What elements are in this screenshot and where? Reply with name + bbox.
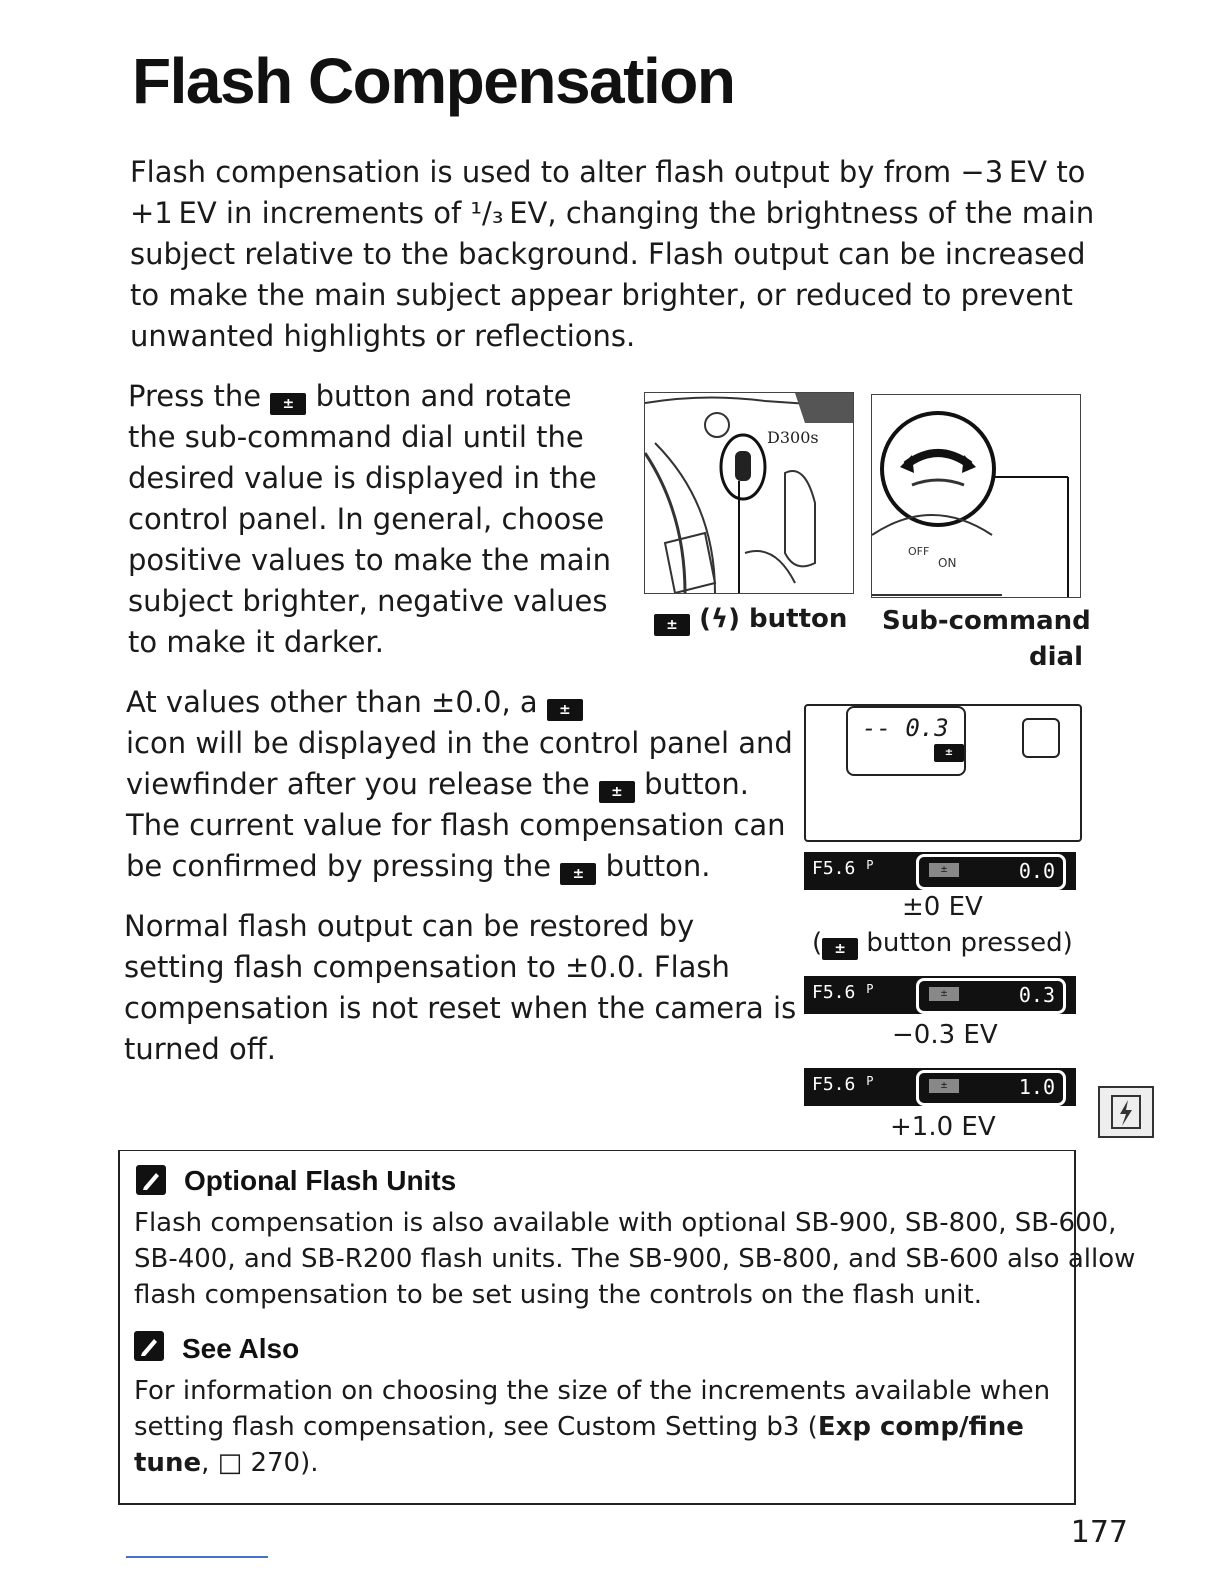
optional-flash-text	[134, 1205, 1135, 1313]
button-caption	[654, 604, 847, 636]
viewfinder-display-2	[804, 1068, 1076, 1106]
dial-off-label: OFF	[908, 545, 930, 558]
flash-compensation-icon: ±	[934, 744, 964, 762]
values-text-before: viewfinder after you release the	[126, 767, 590, 801]
intro-paragraph	[130, 152, 1094, 357]
values-line	[126, 764, 793, 805]
press-line: desired value is displayed in the	[128, 461, 597, 495]
ev-label-0-sub-text: button pressed)	[866, 928, 1073, 958]
restore-paragraph	[124, 906, 796, 1070]
flash-compensation-icon: ±	[822, 938, 858, 960]
restore-line: Normal flash output can be restored by	[124, 909, 695, 943]
press-text-before: Press the	[128, 379, 262, 413]
viewfinder-display-0	[804, 852, 1076, 890]
intro-line: +1 EV in increments of ¹/₃ EV, changing the brightness of the main	[130, 196, 1095, 230]
press-text-after: button and rotate	[315, 379, 572, 413]
values-line	[126, 682, 793, 723]
flash-compensation-icon: ±	[599, 781, 635, 803]
flash-compensation-icon: ±	[654, 614, 690, 636]
flash-tab-icon	[1098, 1086, 1154, 1138]
ev-label-2: +1.0 EV	[890, 1112, 996, 1142]
menu-item-reference: tune	[134, 1448, 202, 1478]
page-number: 177	[1070, 1515, 1128, 1550]
viewfinder-tail	[1066, 1068, 1076, 1106]
values-text-after: button.	[644, 767, 750, 801]
press-line: subject brighter, negative values	[128, 584, 608, 618]
dial-on-label: ON	[938, 556, 957, 570]
aperture-value: F5.6	[812, 1074, 856, 1095]
ev-label-1: −0.3 EV	[892, 1020, 998, 1050]
control-panel-lcd	[804, 704, 1082, 842]
press-paragraph	[128, 376, 611, 663]
flash-bolt-icon	[1100, 1088, 1152, 1136]
camera-button-illustration	[644, 392, 854, 594]
viewfinder-aperture	[812, 858, 873, 879]
mode-value: P	[866, 858, 874, 872]
values-line: icon will be displayed in the control panel and	[126, 726, 793, 760]
restore-line: setting flash compensation to ±0.0. Flash	[124, 950, 730, 984]
pencil-note-icon	[136, 1165, 166, 1195]
page-reference[interactable]: , □ 270).	[201, 1448, 319, 1478]
optional-line: flash compensation to be set using the controls on the flash unit.	[134, 1280, 982, 1310]
camera-model-label: D300s	[767, 428, 819, 447]
optional-flash-heading: Optional Flash Units	[184, 1165, 457, 1196]
lcd-readout-value: -- 0.3	[862, 714, 949, 742]
press-line	[128, 376, 611, 417]
values-text-before: At values other than ±0.0, a	[126, 685, 538, 719]
lcd-readout-box	[846, 706, 966, 776]
camera-body-drawing	[645, 393, 853, 593]
optional-line: Flash compensation is also available with optional SB-900, SB-800, SB-600,	[134, 1208, 1117, 1238]
viewfinder-tail	[1066, 852, 1076, 890]
viewfinder-value: 1.0	[1018, 1075, 1055, 1099]
button-caption-text: (ϟ) button	[699, 604, 848, 634]
mode-value: P	[866, 982, 874, 996]
notes-box	[118, 1150, 1136, 1505]
ev-label-0: ±0 EV	[902, 892, 983, 922]
paren-open: (	[812, 928, 823, 958]
optional-line: SB-400, and SB-R200 flash units. The SB-900, SB-800, and SB-600 also allow	[134, 1244, 1136, 1274]
viewfinder-aperture	[812, 982, 873, 1003]
viewfinder-display-1	[804, 976, 1076, 1014]
sub-command-dial-illustration	[871, 394, 1081, 598]
viewfinder-box	[916, 854, 1066, 890]
viewfinder-aperture	[812, 1074, 873, 1095]
press-line: positive values to make the main	[128, 543, 611, 577]
intro-line: to make the main subject appear brighter, or reduced to prevent	[130, 278, 1073, 312]
see-also-text-before: setting flash compensation, see Custom Setting b3 (	[134, 1412, 818, 1442]
see-also-line: For information on choosing the size of the increments available when	[134, 1376, 1051, 1406]
restore-line: turned off.	[124, 1032, 276, 1066]
values-text-before: be confirmed by pressing the	[126, 849, 552, 883]
see-also-text	[134, 1373, 1050, 1481]
intro-line: Flash compensation is used to alter flash output by from −3 EV to	[130, 155, 1086, 189]
flash-compensation-icon: ±	[270, 393, 306, 415]
flash-compensation-icon: ±	[560, 863, 596, 885]
press-line: the sub-command dial until the	[128, 420, 584, 454]
aperture-value: F5.6	[812, 982, 856, 1003]
viewfinder-tail	[1066, 976, 1076, 1014]
mode-value: P	[866, 1074, 874, 1088]
lcd-flash-indicator-icon	[1022, 718, 1060, 758]
see-also-line	[134, 1409, 1050, 1445]
footer-rule	[126, 1556, 268, 1558]
dial-drawing	[872, 395, 1080, 597]
flash-compensation-icon: ±	[929, 987, 959, 1001]
viewfinder-value: 0.0	[1018, 859, 1055, 883]
values-line: The current value for flash compensation can	[126, 808, 786, 842]
values-paragraph	[126, 682, 793, 887]
aperture-value: F5.6	[812, 858, 856, 879]
flash-compensation-icon: ±	[929, 1079, 959, 1093]
values-line	[126, 846, 793, 887]
intro-line: subject relative to the background. Flash output can be increased	[130, 237, 1086, 271]
see-also-line	[134, 1445, 1050, 1481]
pencil-note-icon	[134, 1331, 164, 1361]
intro-line: unwanted highlights or reflections.	[130, 319, 636, 353]
dial-caption-2: dial	[1029, 642, 1083, 672]
values-text-after: button.	[605, 849, 711, 883]
viewfinder-box	[916, 1070, 1066, 1106]
press-line: to make it darker.	[128, 625, 385, 659]
ev-label-0-sub	[812, 928, 1073, 960]
flash-compensation-icon: ±	[547, 699, 583, 721]
viewfinder-box	[916, 978, 1066, 1014]
press-line: control panel. In general, choose	[128, 502, 605, 536]
restore-line: compensation is not reset when the camera is	[124, 991, 797, 1025]
menu-item-reference: Exp comp/fine	[817, 1412, 1024, 1442]
see-also-heading: See Also	[182, 1333, 300, 1364]
dial-caption-1: Sub-command	[882, 606, 1091, 636]
viewfinder-value: 0.3	[1018, 983, 1055, 1007]
flash-compensation-icon: ±	[929, 863, 959, 877]
page-title: Flash Compensation	[132, 45, 735, 117]
